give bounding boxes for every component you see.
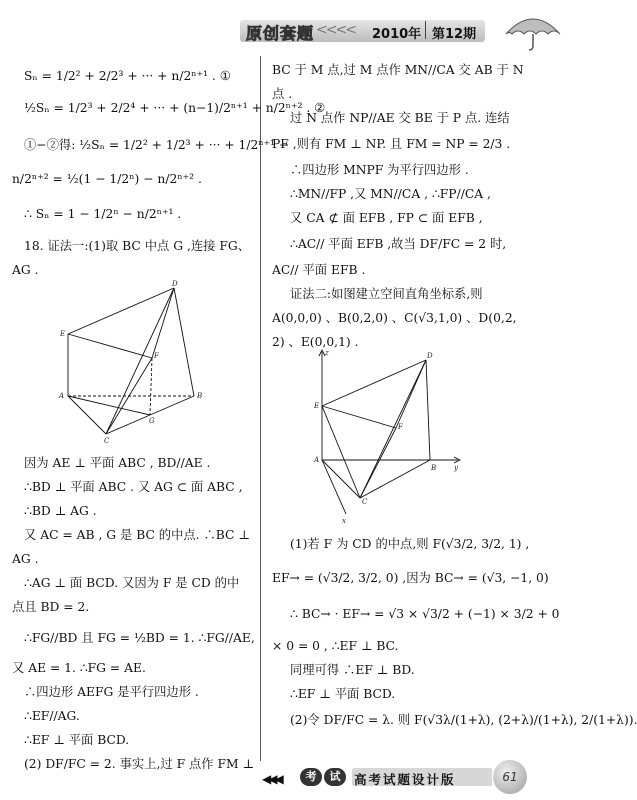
chevron-decoration: <<<< (316, 22, 355, 38)
text-line: (1)若 F 为 CD 的中点,则 F(√3/2, 3/2, 1) , (290, 537, 530, 551)
text-line: 点且 BD = 2. (12, 600, 90, 614)
umbrella-icon (502, 12, 564, 52)
point-label: B (431, 464, 437, 472)
text-line: n/2ⁿ⁺² = ½(1 − 1/2ⁿ) − n/2ⁿ⁺² . (12, 172, 202, 186)
series-title: 原创套题 (246, 24, 315, 43)
text-line: AC// 平面 EFB . (272, 263, 366, 277)
text-line: ∴AC// 平面 EFB ,故当 DF/FC = 2 时, (290, 237, 507, 251)
text-line: 同理可得 ∴EF ⊥ BD. (290, 663, 415, 677)
text-line: ∴四边形 MNPF 为平行四边形 . (290, 163, 469, 177)
point-label: E (60, 330, 66, 338)
page-footer (0, 760, 581, 800)
column-divider (260, 56, 261, 761)
point-label: D (427, 352, 433, 360)
text-line: ∴EF ⊥ 平面 BCD. (290, 687, 396, 701)
text-line: 过 N 点作 NP//AE 交 BE 于 P 点. 连结 (290, 111, 510, 125)
text-line: PF ,则有 FM ⊥ NP. 且 FM = NP = 2/3 . (272, 137, 511, 151)
point-label: D (172, 280, 178, 288)
text-line: 又 AC = AB , G 是 BC 的中点. ∴BC ⊥ (24, 528, 250, 542)
page-number: 61 (493, 760, 527, 794)
figure-prism (54, 280, 250, 446)
text-line: ∴EF ⊥ 平面 BCD. (24, 733, 130, 747)
text-line: 点 . (272, 87, 293, 101)
page-header (240, 12, 570, 46)
point-label: A (59, 392, 65, 400)
text-line: 18. 证法一:(1)取 BC 中点 G ,连接 FG、 (24, 239, 251, 253)
footer-seal: 试 (324, 768, 346, 786)
point-label: A (314, 456, 320, 464)
text-line: ∴FG//BD 且 FG = ½BD = 1. ∴FG//AE, (24, 631, 255, 645)
text-line: ①−②得: ½Sₙ = 1/2² + 1/2³ + ··· + 1/2ⁿ⁺¹ − (24, 138, 290, 152)
issue-number: 第12期 (432, 27, 477, 42)
text-line: EF→ = (√3/2, 3/2, 0) ,因为 BC→ = (√3, −1, 0) (272, 571, 549, 585)
point-label: F (154, 352, 159, 360)
text-line: × 0 = 0 , ∴EF ⊥ BC. (272, 639, 399, 653)
text-line: AG . (12, 552, 39, 566)
text-line: 因为 AE ⊥ 平面 ABC , BD//AE . (24, 456, 211, 470)
publication-name: 高考试题设计版 (354, 772, 456, 787)
text-line: ½Sₙ = 1/2³ + 2/2⁴ + ··· + (n−1)/2ⁿ⁺¹ + n/2ⁿ⁺² . ② (24, 101, 326, 115)
axis-label: x (342, 517, 346, 525)
point-label: C (362, 498, 368, 506)
text-line: ∴AG ⊥ 面 BCD. 又因为 F 是 CD 的中 (24, 576, 240, 590)
text-line: (2) DF/FC = 2. 事实上,过 F 点作 FM ⊥ (24, 757, 255, 771)
axis-label: z (325, 349, 329, 357)
text-line: Sₙ = 1/2² + 2/2³ + ··· + n/2ⁿ⁺¹ . ① (24, 69, 231, 83)
footer-seal: 考 (300, 768, 322, 786)
axis-label: y (454, 464, 458, 472)
header-divider (425, 21, 426, 39)
text-line: ∴BD ⊥ 平面 ABC . 又 AG ⊂ 面 ABC , (24, 480, 243, 494)
text-line: ∴四边形 AEFG 是平行四边形 . (24, 685, 199, 699)
text-line: 又 AE = 1. ∴FG = AE. (12, 661, 146, 675)
text-line: ∴ Sₙ = 1 − 1/2ⁿ − n/2ⁿ⁺¹ . (24, 207, 182, 221)
text-line: A(0,0,0) 、B(0,2,0) 、C(√3,1,0) 、D(0,2, (272, 311, 517, 325)
point-label: G (149, 417, 155, 425)
text-line: 证法二:如图建立空间直角坐标系,则 (290, 287, 483, 301)
point-label: E (314, 402, 320, 410)
text-line: AG . (12, 263, 39, 277)
text-line: 又 CA ⊄ 面 EFB , FP ⊂ 面 EFB , (290, 211, 483, 225)
point-label: F (398, 423, 403, 431)
arrow-left-icon: ◀◀◀ (262, 772, 281, 786)
point-label: B (197, 392, 203, 400)
text-line: (2)令 DF/FC = λ. 则 F(√3λ/(1+λ), (2+λ)/(1+λ), 2/(1+λ)). (290, 713, 637, 727)
figure-coordinate-system (308, 346, 468, 526)
text-line: ∴EF//AG. (24, 709, 80, 723)
text-line: ∴BD ⊥ AG . (24, 504, 97, 518)
text-line: ∴ BC→ · EF→ = √3 × √3/2 + (−1) × 3/2 + 0 (290, 607, 560, 621)
text-line: 2) 、E(0,0,1) . (272, 335, 359, 349)
issue-year: 2010年 (372, 27, 422, 42)
text-line: BC 于 M 点,过 M 点作 MN//CA 交 AB 于 N (272, 63, 524, 77)
text-line: ∴MN//FP ,又 MN//CA , ∴FP//CA , (290, 187, 491, 201)
point-label: C (104, 437, 110, 445)
